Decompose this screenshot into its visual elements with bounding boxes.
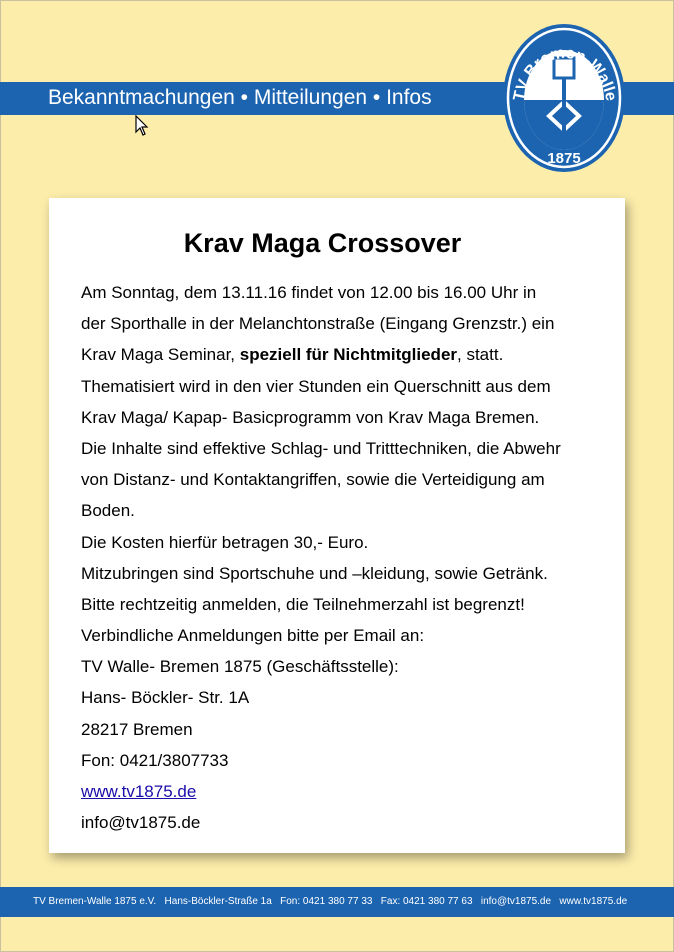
body-line: Die Inhalte sind effektive Schlag- und Tritttechniken, die Abwehr [81,438,561,458]
body-line: Die Kosten hierfür betragen 30,- Euro. [81,532,369,552]
body-line: 28217 Bremen [81,719,193,739]
body-line: Verbindliche Anmeldungen bitte per Email an: [81,626,425,646]
body-line: Boden. [81,501,135,521]
announcement-body [81,277,621,838]
mouse-cursor-icon [135,115,149,137]
body-line: der Sporthalle in der Melanchtonstraße (Eingang Grenzstr.) ein [81,314,555,334]
body-line [81,776,621,807]
club-logo [501,22,627,174]
announcement-title: Krav Maga Crossover [183,228,462,258]
header-banner-text: Bekanntmachungen • Mitteilungen • Infos [48,86,432,109]
logo-year: 1875 [547,150,581,167]
body-line: Mitzubringen sind Sportschuhe und –kleidung, sowie Getränk. [81,563,548,583]
footer-contact-text: TV Bremen-Walle 1875 e.V. Hans-Böckler-Straße 1a Fon: 0421 380 77 33 Fax: 0421 380 77 63 info@tv1875.de www.tv1875.de [33,896,628,907]
email-address: info@tv1875.de [81,813,201,833]
logo-arc-text: TV Bremen-Walle [510,44,620,103]
body-line: von Distanz- und Kontaktangriffen, sowie die Verteidigung am [81,470,545,490]
body-text: Krav Maga Seminar, [81,345,240,365]
body-text: , statt. [457,345,504,365]
body-line: Fon: 0421/3807733 [81,750,229,770]
body-line: Hans- Böckler- Str. 1A [81,688,250,708]
body-line: Krav Maga/ Kapap- Basicprogramm von Krav Maga Bremen. [81,407,540,427]
bold-highlight: speziell für Nichtmitglieder [239,345,458,365]
body-line [81,339,621,370]
body-line: TV Walle- Bremen 1875 (Geschäftsstelle): [81,657,399,677]
body-line: Am Sonntag, dem 13.11.16 findet von 12.00 bis 16.00 Uhr in [81,283,537,302]
website-link[interactable]: www.tv1875.de [81,782,197,801]
body-line: Thematisiert wird in den vier Stunden ein Querschnitt aus dem [81,376,551,396]
body-line: Bitte rechtzeitig anmelden, die Teilnehmerzahl ist begrenzt! [81,594,525,614]
